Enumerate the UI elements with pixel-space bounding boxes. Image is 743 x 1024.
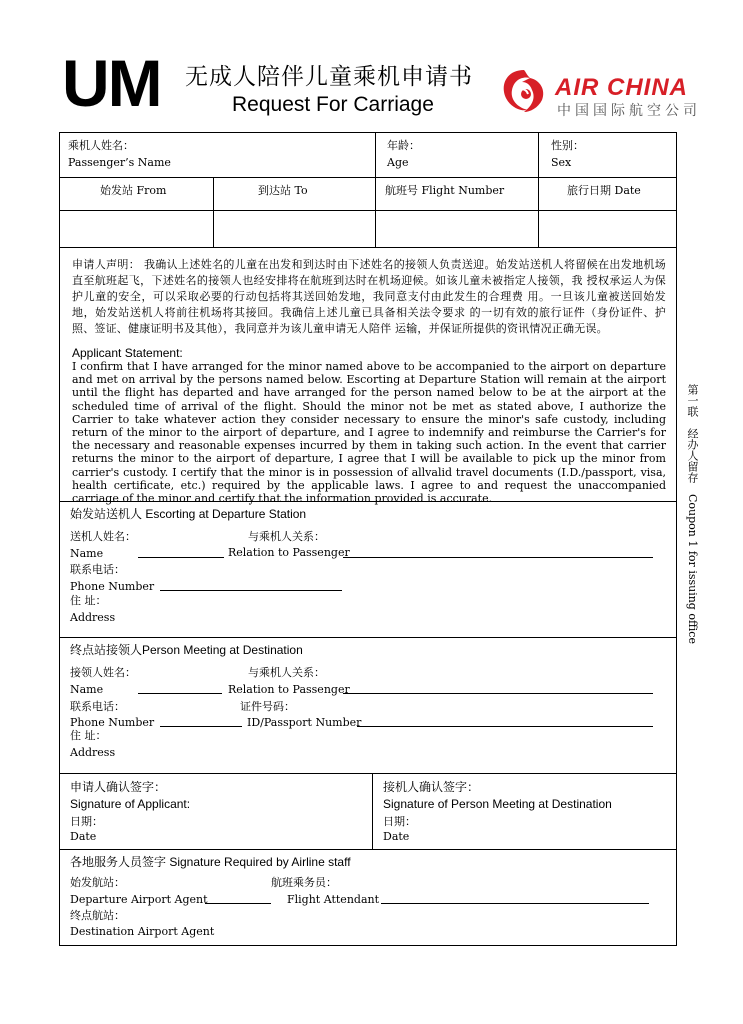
departure-name-label-cn: 送机人姓名： — [70, 530, 136, 543]
destination-address-label: Address — [70, 746, 116, 759]
departure-phone-label-cn: 联系电话： — [70, 563, 125, 576]
statement-heading: Applicant Statement: — [72, 346, 183, 360]
departure-heading: 始发站送机人 Escorting at Departure Station — [70, 507, 307, 521]
from-label: 始发站 From — [100, 184, 167, 197]
destination-name-field[interactable] — [138, 693, 222, 694]
air-china-phoenix-icon — [496, 64, 552, 120]
departure-agent-field[interactable] — [205, 903, 271, 904]
departure-relation-field[interactable] — [343, 557, 653, 558]
staff-heading: 各地服务人员签字 Signature Required by Airline staff — [70, 855, 351, 869]
applicant-date-label: Date — [70, 830, 97, 843]
air-china-logo-chinese: 中国国际航空公司 — [557, 103, 701, 119]
meeting-signature-label: Signature of Person Meeting at Destination — [383, 797, 612, 811]
flight-attendant-label-cn: 航班乘务员： — [271, 876, 337, 889]
destination-name-label: Name — [70, 683, 104, 696]
departure-name-field[interactable] — [138, 557, 224, 558]
departure-name-label: Name — [70, 547, 104, 560]
destination-id-label-cn: 证件号码： — [240, 700, 295, 713]
destination-heading: 终点站接领人Person Meeting at Destination — [70, 643, 303, 657]
applicant-date-label-cn: 日期： — [70, 815, 103, 828]
departure-phone-label: Phone Number — [70, 580, 155, 593]
form-frame — [59, 132, 677, 946]
meeting-date-label-cn: 日期： — [383, 815, 416, 828]
destination-id-label: ID/Passport Number — [247, 716, 362, 729]
um-logo-text: UM — [62, 46, 161, 120]
coupon-side-note: 第一联 经办人留存 Coupon 1 for issuing office — [686, 384, 699, 644]
departure-address-label: Address — [70, 611, 116, 624]
destination-phone-field[interactable] — [160, 726, 242, 727]
title-chinese: 无成人陪伴儿童乘机申请书 — [185, 64, 473, 90]
meeting-date-label: Date — [383, 830, 410, 843]
age-label-cn: 年龄： — [387, 139, 420, 152]
age-label: Age — [387, 156, 409, 169]
destination-name-label-cn: 接领人姓名： — [70, 666, 136, 679]
departure-phone-field[interactable] — [160, 590, 342, 591]
departure-relation-label-cn: 与乘机人关系： — [248, 530, 325, 543]
destination-id-field[interactable] — [357, 726, 653, 727]
departure-address-label-cn: 住 址： — [70, 594, 107, 607]
applicant-signature-label: Signature of Applicant: — [70, 797, 191, 811]
destination-relation-field[interactable] — [343, 693, 653, 694]
meeting-signature-label-cn: 接机人确认签字： — [383, 780, 480, 794]
sex-label: Sex — [551, 156, 572, 169]
destination-relation-label: Relation to Passenger — [228, 683, 350, 696]
destination-relation-label-cn: 与乘机人关系： — [248, 666, 325, 679]
statement-english: I confirm that I have arranged for the minor named above to be accompanied to the airport on departure and met on arrival by the persons named below. Escorting at Departure Station will remain at the airport until the flight has departed and have arranged for the person named below to be at the airport at the scheduled time of arrival of the flight. Should the minor not be met as stated above, I authorize the Carrier to take whatever action they consider necessary to ensure the minor's safe custody, including return of the minor to the airport of departure, and I agree to indemnify and reimburse the Carrier's for the necessary and reasonable expenses incurred by them in taking such action. In the event that carrier returns the minor to the airport of departure, I agree that I will be available to pick up the minor from carrier's custody. I certify that the minor is in possession of allvalid travel documents (I.D./passport, visa, health certificate, etc.) required by the applicable laws. I agree to and request the unaccompanied carriage of the minor and certify that the information provided is accurate. — [72, 360, 666, 506]
flight-attendant-label: Flight Attendant — [287, 893, 380, 906]
title-english: Request For Carriage — [232, 93, 434, 116]
flight-attendant-field[interactable] — [381, 903, 649, 904]
departure-relation-label: Relation to Passenger — [228, 546, 350, 559]
applicant-signature-label-cn: 申请人确认签字： — [70, 780, 167, 794]
departure-agent-label-cn: 始发航站： — [70, 876, 125, 889]
statement-chinese: 申请人声明： 我确认上述姓名的儿童在出发和到达时由下述姓名的接领人负责送迎。始发站送机人将留候在出发地机场 直至航班起飞，下述姓名的接领人也经安排将在航班到达时在机场迎候。如该儿童未被指定人接领，我 授权承运人为保护儿童的安全，可以采取必要的行动包括将其送回始发地，我同意支付由此发生的合理费 用。一旦该儿童被送回始发地，始发站送机人将前往机场将其接回。我确信上述儿童已具备相关法令要求 的一切有效的旅行证件（身份证件、护照、签证、健康证明书及其他），我同意并为该儿童申请无人陪伴 运输，并保证所提供的资讯情况正确无误。 — [72, 258, 666, 335]
destination-phone-label-cn: 联系电话： — [70, 700, 125, 713]
destination-address-label-cn: 住 址： — [70, 729, 107, 742]
air-china-logo-text: AIR CHINA — [555, 74, 688, 101]
destination-phone-label: Phone Number — [70, 716, 155, 729]
travel-date-label: 旅行日期 Date — [567, 184, 641, 197]
flight-number-label: 航班号 Flight Number — [385, 184, 505, 197]
destination-agent-label: Destination Airport Agent — [70, 925, 215, 938]
passenger-name-label: Passenger’s Name — [68, 156, 171, 169]
departure-agent-label: Departure Airport Agent — [70, 893, 208, 906]
sex-label-cn: 性别： — [551, 139, 584, 152]
destination-agent-label-cn: 终点航站： — [70, 909, 125, 922]
passenger-name-label-cn: 乘机人姓名： — [68, 139, 134, 152]
to-label: 到达站 To — [258, 184, 308, 197]
